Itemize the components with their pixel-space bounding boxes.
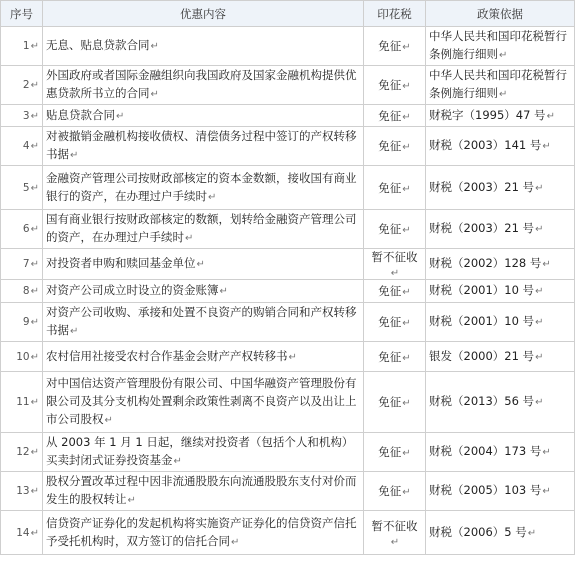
row-policy-basis: 财税（2006）5 号: [429, 524, 527, 539]
row-number: 14: [16, 526, 30, 539]
table-row: [1, 511, 575, 555]
row-number: 5: [22, 181, 30, 194]
return-arrow-icon: ↵: [30, 351, 39, 363]
return-arrow-icon: ↵: [402, 318, 411, 329]
return-arrow-icon: ↵: [402, 81, 411, 92]
return-arrow-icon: ↵: [402, 225, 411, 236]
table-row: [1, 105, 575, 127]
return-arrow-icon: ↵: [196, 259, 205, 270]
row-number: 12: [16, 446, 30, 458]
row-stamp-duty: 免征: [378, 108, 402, 123]
return-arrow-icon: ↵: [116, 110, 125, 122]
return-arrow-icon: ↵: [30, 447, 39, 458]
return-arrow-icon: ↵: [542, 141, 551, 152]
header-basis: 政策依据: [426, 1, 575, 27]
row-stamp-duty: 免征: [378, 395, 402, 409]
row-stamp-duty: 暂不征收: [371, 250, 418, 264]
row-policy-basis: 财税（2003）21 号: [429, 221, 535, 235]
header-num: 序号: [1, 1, 43, 27]
row-stamp-duty: 免征: [378, 484, 402, 498]
row-content: 贴息贷款合同: [46, 107, 115, 122]
return-arrow-icon: ↵: [390, 268, 400, 279]
row-policy-basis: 财税（2001）10 号: [429, 283, 535, 297]
return-arrow-icon: ↵: [70, 150, 79, 161]
row-stamp-duty: 免征: [378, 445, 402, 459]
return-arrow-icon: ↵: [542, 486, 551, 497]
table-header-row: [1, 1, 575, 27]
return-arrow-icon: ↵: [402, 42, 411, 53]
return-arrow-icon: ↵: [150, 41, 159, 52]
return-arrow-icon: ↵: [535, 317, 544, 328]
return-arrow-icon: ↵: [402, 287, 411, 298]
row-policy-basis: 中华人民共和国印花税暂行条例施行细则: [429, 29, 567, 61]
row-number: 9: [22, 316, 30, 328]
return-arrow-icon: ↵: [535, 397, 544, 408]
row-content: 外国政府或者国际金融组织向我国政府及国家金融机构提供优惠贷款所书立的合同: [46, 68, 357, 100]
table-row: [1, 472, 575, 511]
table-row: [1, 342, 575, 372]
return-arrow-icon: ↵: [527, 527, 537, 539]
row-content: 对资产公司成立时设立的资金账簿: [46, 283, 219, 297]
return-arrow-icon: ↵: [546, 110, 555, 122]
return-arrow-icon: ↵: [30, 182, 39, 194]
row-policy-basis: 中华人民共和国印花税暂行条例施行细则: [429, 68, 567, 100]
return-arrow-icon: ↵: [402, 352, 411, 364]
return-arrow-icon: ↵: [127, 495, 136, 506]
return-arrow-icon: ↵: [499, 89, 508, 100]
row-content: 信贷资产证券化的发起机构将实施资产证券化的信贷资产信托予受托机构时，双方签订的信托合同: [46, 515, 357, 548]
row-number: 3: [22, 109, 30, 122]
return-arrow-icon: ↵: [30, 141, 39, 152]
row-stamp-duty: 暂不征收: [371, 518, 418, 533]
row-stamp-duty: 免征: [378, 39, 402, 53]
row-content: 金融资产管理公司按财政部核定的资本金数额，接收国有商业银行的资产，在办理过户手续时: [46, 170, 357, 203]
row-number: 8: [22, 285, 30, 297]
row-content: 无息、贴息贷款合同: [46, 38, 150, 52]
row-policy-basis: 财税（2003）141 号: [429, 138, 542, 152]
return-arrow-icon: ↵: [30, 41, 39, 52]
table-row: [1, 303, 575, 342]
row-stamp-duty: 免征: [378, 349, 402, 364]
row-stamp-duty: 免征: [378, 180, 402, 195]
row-number: 11: [16, 396, 30, 408]
return-arrow-icon: ↵: [104, 415, 113, 426]
return-arrow-icon: ↵: [542, 447, 551, 458]
return-arrow-icon: ↵: [30, 527, 39, 539]
return-arrow-icon: ↵: [402, 487, 411, 498]
row-policy-basis: 财税（2001）10 号: [429, 314, 535, 328]
table-row: [1, 249, 575, 280]
table-row: [1, 27, 575, 66]
return-arrow-icon: ↵: [288, 351, 297, 363]
return-arrow-icon: ↵: [231, 536, 240, 548]
row-policy-basis: 财税（2003）21 号: [429, 179, 535, 194]
row-number: 1: [22, 40, 30, 52]
return-arrow-icon: ↵: [30, 317, 39, 328]
row-stamp-duty: 免征: [378, 284, 402, 298]
table-row: [1, 433, 575, 472]
row-number: 10: [16, 350, 30, 363]
return-arrow-icon: ↵: [402, 398, 411, 409]
table-row: [1, 280, 575, 303]
table-row: [1, 127, 575, 166]
row-content: 对被撤销金融机构接收债权、清偿债务过程中签订的产权转移书据: [46, 129, 357, 161]
return-arrow-icon: ↵: [30, 397, 39, 408]
return-arrow-icon: ↵: [535, 286, 544, 297]
row-content: 农村信用社接受农村合作基金会财产产权转移书: [46, 348, 288, 363]
return-arrow-icon: ↵: [219, 286, 228, 297]
return-arrow-icon: ↵: [30, 224, 39, 235]
row-stamp-duty: 免征: [378, 315, 402, 329]
return-arrow-icon: ↵: [535, 351, 544, 363]
return-arrow-icon: ↵: [542, 259, 551, 270]
row-stamp-duty: 免征: [378, 222, 402, 236]
return-arrow-icon: ↵: [30, 259, 39, 270]
return-arrow-icon: ↵: [173, 456, 182, 467]
row-number: 2: [22, 79, 30, 91]
return-arrow-icon: ↵: [535, 182, 544, 194]
return-arrow-icon: ↵: [535, 224, 544, 235]
header-content: 优惠内容: [43, 1, 364, 27]
row-policy-basis: 财税字（1995）47 号: [429, 107, 546, 122]
table-body: [1, 27, 575, 555]
row-number: 6: [22, 223, 30, 235]
table-row: [1, 210, 575, 249]
return-arrow-icon: ↵: [390, 536, 400, 548]
table-row: [1, 166, 575, 210]
return-arrow-icon: ↵: [185, 233, 194, 244]
return-arrow-icon: ↵: [150, 89, 159, 100]
return-arrow-icon: ↵: [499, 50, 508, 61]
row-content: 股权分置改革过程中因非流通股股东向流通股股东支付对价而发生的股权转让: [46, 474, 357, 506]
row-policy-basis: 财税（2002）128 号: [429, 256, 542, 270]
row-stamp-duty: 免征: [378, 78, 402, 92]
header-stamp: 印花税: [364, 1, 426, 27]
row-content: 对资产公司收购、承接和处置不良资产的购销合同和产权转移书据: [46, 305, 357, 337]
return-arrow-icon: ↵: [402, 448, 411, 459]
return-arrow-icon: ↵: [30, 110, 39, 122]
row-policy-basis: 财税（2004）173 号: [429, 444, 542, 458]
row-number: 4: [22, 140, 30, 152]
row-content: 从 2003 年 1 月 1 日起，继续对投资者（包括个人和机构）买卖封闭式证券投资基金: [46, 435, 354, 467]
row-stamp-duty: 免征: [378, 139, 402, 153]
row-policy-basis: 银发（2000）21 号: [429, 348, 535, 363]
return-arrow-icon: ↵: [208, 191, 217, 203]
return-arrow-icon: ↵: [70, 326, 79, 337]
row-content: 对投资者申购和赎回基金单位: [46, 256, 196, 270]
return-arrow-icon: ↵: [402, 142, 411, 153]
row-policy-basis: 财税（2013）56 号: [429, 394, 535, 408]
row-content: 对中国信达资产管理股份有限公司、中国华融资产管理股份有限公司及其分支机构处置剩余政策性剥离不良资产以及出让上市公司股权: [46, 376, 357, 426]
row-content: 国有商业银行按财政部核定的数额，划转给金融资产管理公司的资产，在办理过户手续时: [46, 212, 357, 244]
return-arrow-icon: ↵: [402, 111, 411, 123]
row-number: 7: [22, 258, 30, 270]
table-row: [1, 66, 575, 105]
return-arrow-icon: ↵: [30, 486, 39, 497]
row-policy-basis: 财税（2005）103 号: [429, 483, 542, 497]
row-number: 13: [16, 485, 30, 497]
return-arrow-icon: ↵: [402, 183, 411, 195]
table-row: [1, 372, 575, 433]
return-arrow-icon: ↵: [30, 80, 39, 91]
return-arrow-icon: ↵: [30, 286, 39, 297]
